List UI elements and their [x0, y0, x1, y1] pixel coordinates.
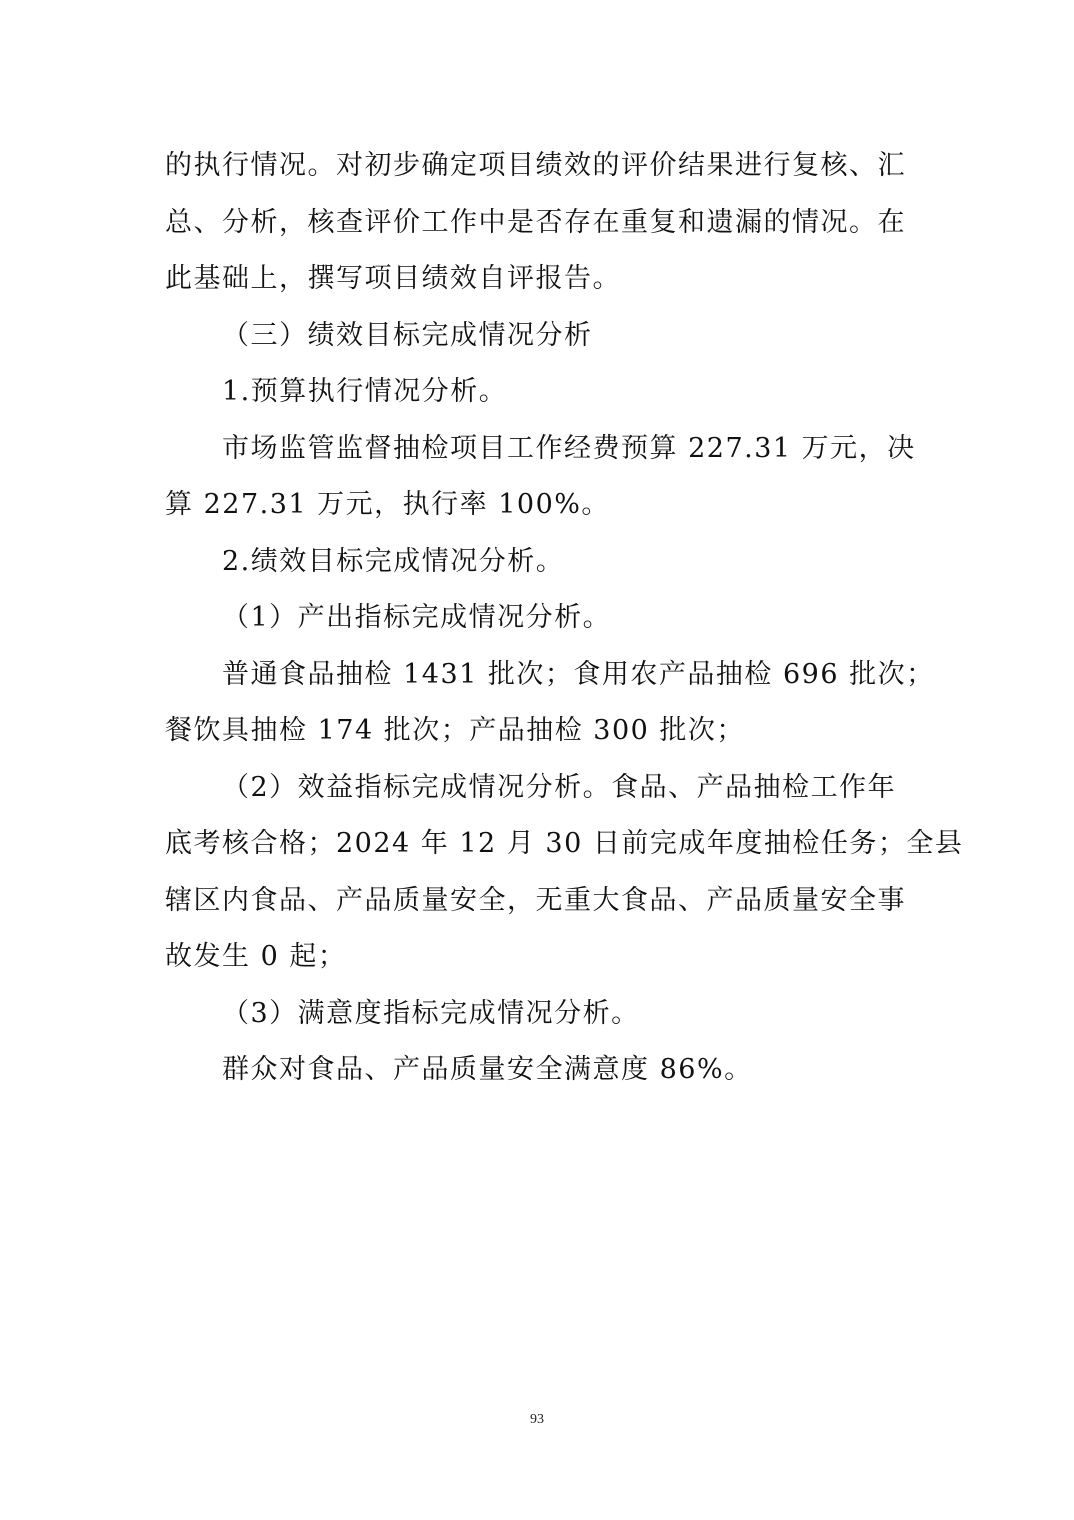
paragraph-line: 此基础上，撰写项目绩效自评报告。 [165, 263, 621, 294]
paragraph-line: 故发生 0 起； [165, 941, 347, 972]
paragraph-line: 总、分析，核查评价工作中是否存在重复和遗漏的情况。在 [165, 206, 906, 238]
body-text [165, 138, 964, 1099]
paragraph-line: 餐饮具抽检 174 批次；产品抽检 300 批次； [165, 715, 745, 746]
section-heading: （三）绩效目标完成情况分析 [222, 319, 593, 351]
page-number: 93 [530, 1412, 544, 1427]
subsection-heading: 2.绩效目标完成情况分析。 [222, 545, 565, 577]
paragraph-line: 群众对食品、产品质量安全满意度 86%。 [222, 1054, 753, 1085]
item-heading: （2）效益指标完成情况分析。食品、产品抽检工作年 [222, 771, 897, 803]
subsection-heading: 1.预算执行情况分析。 [222, 376, 508, 407]
paragraph-line: 普通食品抽检 1431 批次；食用农产品抽检 696 批次； [222, 658, 935, 690]
paragraph-line: 算 227.31 万元，执行率 100%。 [165, 489, 610, 520]
paragraph-line: 的执行情况。对初步确定项目绩效的评价结果进行复核、汇 [165, 150, 906, 181]
paragraph-line: 底考核合格；2024 年 12 月 30 日前完成年度抽检任务；全县 [165, 828, 964, 859]
paragraph-line: 市场监管监督抽检项目工作经费预算 227.31 万元，决 [222, 432, 916, 464]
item-heading: （1）产出指标完成情况分析。 [222, 602, 612, 633]
paragraph-line: 辖区内食品、产品质量安全，无重大食品、产品质量安全事 [165, 884, 906, 916]
item-heading: （3）满意度指标完成情况分析。 [222, 997, 640, 1029]
